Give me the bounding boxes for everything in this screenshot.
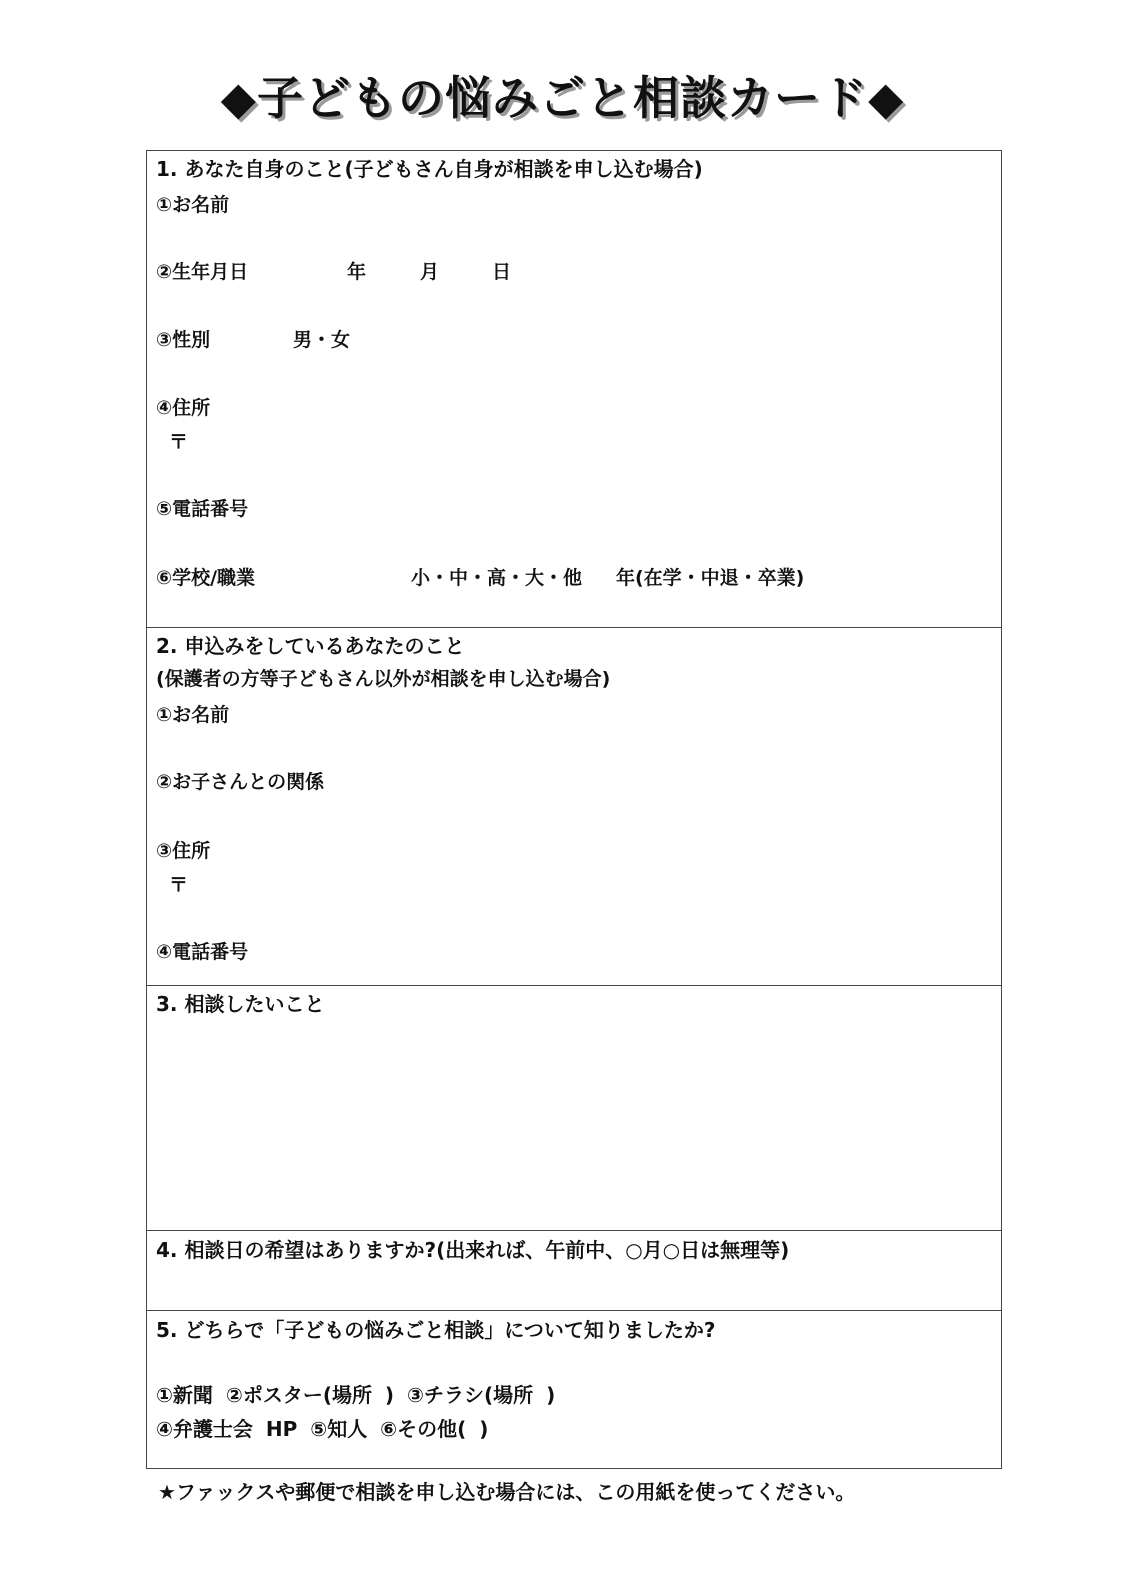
referral-options-line1[interactable]: ①新聞 ②ポスター(場所 ) ③チラシ(場所 ) — [156, 1383, 556, 1407]
section1-heading: 1. あなた自身のこと(子どもさん自身が相談を申し込む場合) — [156, 157, 703, 181]
self-postal-mark: 〒 — [169, 431, 189, 453]
grade-status-options[interactable]: 年(在学・中退・卒業) — [616, 567, 805, 589]
year-label: 年 — [347, 261, 367, 283]
referral-options-line2[interactable]: ④弁護士会 HP ⑤知人 ⑥その他( ) — [156, 1417, 489, 1441]
section-consultation-topic[interactable] — [147, 986, 1001, 1231]
school-level-options[interactable]: 小・中・高・大・他 — [411, 567, 583, 589]
month-label: 月 — [420, 261, 440, 283]
applicant-postal-mark: 〒 — [169, 874, 189, 896]
section2-heading: 2. 申込みをしているあなたのこと — [156, 634, 465, 658]
section3-heading: 3. 相談したいこと — [156, 992, 325, 1016]
section4-heading: 4. 相談日の希望はありますか?(出来れば、午前中、○月○日は無理等) — [156, 1238, 790, 1262]
section-applicant — [147, 628, 1001, 986]
self-gender-label: ③性別 — [156, 329, 211, 351]
day-label: 日 — [492, 261, 512, 283]
section2-subheading: (保護者の方等子どもさん以外が相談を申し込む場合) — [156, 668, 611, 690]
self-school-label[interactable]: ⑥学校/職業 — [156, 567, 256, 589]
section5-heading: 5. どちらで「子どもの悩みごと相談」について知りましたか? — [156, 1318, 716, 1342]
gender-options[interactable]: 男・女 — [293, 329, 351, 351]
self-address-label[interactable]: ④住所 — [156, 397, 211, 419]
section-referral-source — [147, 1311, 1001, 1470]
applicant-phone-label[interactable]: ④電話番号 — [156, 941, 249, 963]
page-title: ◆子どもの悩みごと相談カード◆ — [220, 71, 905, 125]
self-name-label[interactable]: ①お名前 — [156, 194, 230, 216]
consultation-form — [146, 150, 1002, 1469]
self-birthdate-label[interactable]: ②生年月日 — [156, 261, 249, 283]
self-phone-label[interactable]: ⑤電話番号 — [156, 498, 249, 520]
applicant-name-label[interactable]: ①お名前 — [156, 704, 230, 726]
section-self — [147, 151, 1001, 628]
applicant-address-label[interactable]: ③住所 — [156, 840, 211, 862]
applicant-relation-label[interactable]: ②お子さんとの関係 — [156, 771, 325, 793]
section-date-preference[interactable] — [147, 1231, 1001, 1311]
footer-note: ★ファックスや郵便で相談を申し込む場合には、この用紙を使ってください。 — [158, 1480, 856, 1504]
